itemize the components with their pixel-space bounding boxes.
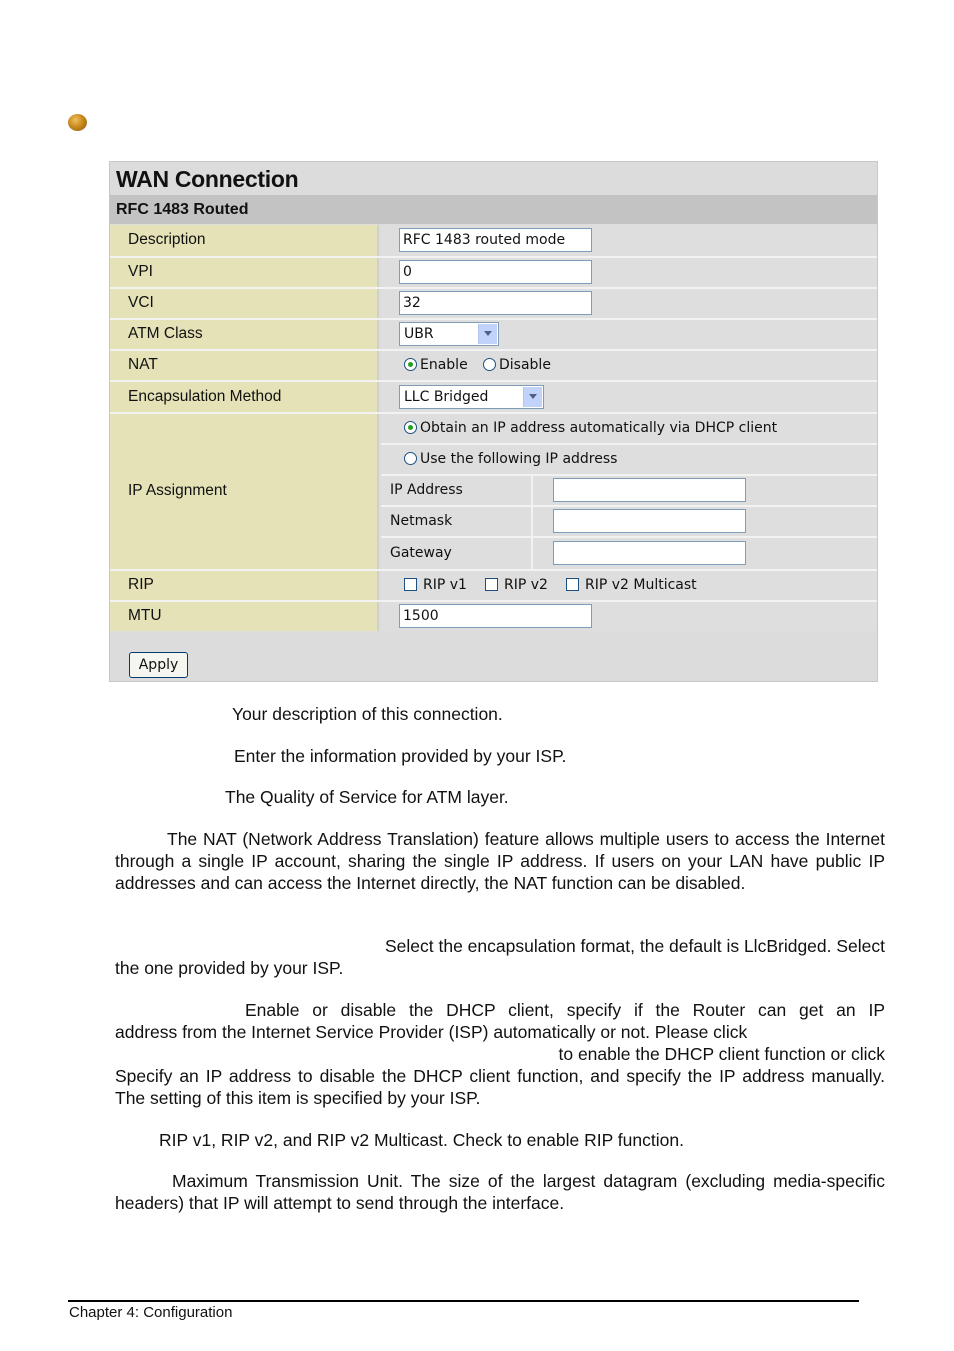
ip-assignment-label: IP Assignment [128, 482, 227, 499]
apply-button[interactable]: Apply [129, 652, 188, 678]
panel-title: WAN Connection [116, 166, 299, 192]
gateway-input[interactable] [553, 541, 746, 565]
row-vpi [110, 258, 877, 287]
wan-connection-panel [109, 161, 878, 682]
chevron-down-icon[interactable] [523, 387, 542, 407]
footer-divider [68, 1300, 859, 1302]
rip-v2-option[interactable]: RIP v2 [485, 577, 548, 593]
encapsulation-help-line2: the one provided by your ISP. [115, 958, 344, 978]
row-mtu [110, 602, 877, 631]
description-help: Your description of this connection. [232, 704, 503, 724]
mtu-help: Maximum Transmission Unit. The size of the largest datagram (excluding media-specific headers) that IP will attempt to send through the interface. [115, 1171, 885, 1213]
rip-v2-checkbox[interactable] [485, 578, 498, 591]
static-ip-option[interactable]: Use the following IP address [404, 451, 617, 467]
gateway-label: Gateway [390, 545, 452, 561]
rip-v2-multicast-option[interactable]: RIP v2 Multicast [566, 577, 697, 593]
encapsulation-help-line1: Select the encapsulation format, the default is LlcBridged. Select [384, 936, 885, 956]
gateway-row [381, 538, 877, 569]
nat-help: The NAT (Network Address Translation) feature allows multiple users to access the Internet through a single IP account, sharing the single IP address. If users on your LAN have public IP addresses and can access the Internet directly, the NAT function can be disabled. [115, 829, 885, 893]
netmask-label: Netmask [390, 513, 453, 529]
atm-class-help: The Quality of Service for ATM layer. [225, 787, 509, 807]
encapsulation-select[interactable] [399, 385, 544, 409]
vpi-label: VPI [128, 263, 153, 280]
netmask-input[interactable] [553, 509, 746, 533]
bullet-icon [68, 114, 87, 131]
rip-v1-option[interactable]: RIP v1 [404, 577, 467, 593]
mtu-input[interactable]: 1500 [399, 604, 592, 628]
vci-label: VCI [128, 294, 154, 311]
description-label: Description [128, 231, 206, 248]
ip-assignment-help-line4: Specify an IP address to disable the DHCP client function, and specify the IP address manually. The setting of this item is specified by your ISP. [115, 1066, 885, 1108]
row-ip-assignment [110, 414, 877, 569]
row-atm-class [110, 320, 877, 349]
static-ip-radio[interactable] [404, 452, 417, 465]
row-description [110, 225, 877, 256]
atm-class-value: UBR [404, 326, 434, 342]
ip-address-label: IP Address [390, 482, 463, 498]
chevron-down-icon[interactable] [478, 324, 497, 344]
nat-enable-radio[interactable] [404, 358, 417, 371]
ip-address-row [381, 476, 877, 505]
nat-label: NAT [128, 356, 158, 373]
nat-disable-radio[interactable] [483, 358, 496, 371]
rip-help: RIP v1, RIP v2, and RIP v2 Multicast. Check to enable RIP function. [159, 1130, 684, 1150]
row-rip [110, 571, 877, 600]
ip-assignment-help-line2: address from the Internet Service Provider (ISP) automatically or not. Please click [115, 1022, 748, 1042]
encapsulation-value: LLC Bridged [404, 389, 489, 405]
vci-input[interactable]: 32 [399, 291, 592, 315]
ip-assignment-help-line3: to enable the DHCP client function or click [558, 1044, 885, 1064]
mtu-label: MTU [128, 607, 162, 624]
nat-disable-option[interactable]: Disable [483, 357, 551, 373]
atm-class-label: ATM Class [128, 325, 203, 342]
dhcp-option[interactable]: Obtain an IP address automatically via DHCP client [404, 420, 777, 436]
netmask-row [381, 507, 877, 536]
row-encapsulation [110, 382, 877, 412]
atm-class-select[interactable] [399, 322, 499, 346]
row-vci [110, 289, 877, 318]
rip-v1-checkbox[interactable] [404, 578, 417, 591]
footer-chapter: Chapter 4: Configuration [69, 1304, 233, 1321]
encapsulation-label: Encapsulation Method [128, 388, 282, 405]
rip-label: RIP [128, 576, 154, 593]
row-nat [110, 351, 877, 380]
rip-v2-multicast-checkbox[interactable] [566, 578, 579, 591]
vpi-vci-help: Enter the information provided by your ISP. [234, 746, 567, 766]
dhcp-radio[interactable] [404, 421, 417, 434]
panel-subtitle-bar [110, 195, 877, 224]
vpi-input[interactable]: 0 [399, 260, 592, 284]
description-input[interactable]: RFC 1483 routed mode [399, 228, 592, 252]
ip-address-input[interactable] [553, 478, 746, 502]
ip-assignment-help-line1: Enable or disable the DHCP client, specify if the Router can get an IP [245, 1000, 885, 1020]
panel-subtitle: RFC 1483 Routed [116, 201, 249, 218]
nat-enable-option[interactable]: Enable [404, 357, 468, 373]
